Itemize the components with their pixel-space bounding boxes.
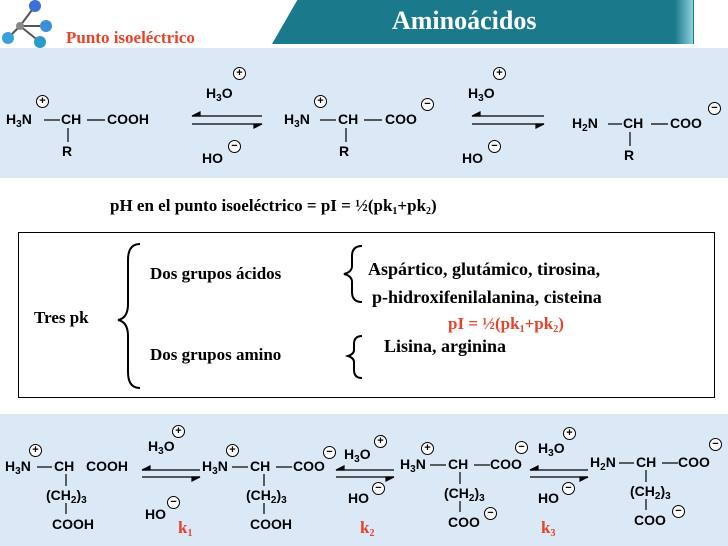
plus-charge-icon: + bbox=[374, 435, 387, 448]
lys-3-ch: CH bbox=[448, 456, 469, 472]
plus-charge-icon: + bbox=[563, 427, 576, 440]
amino-list: Lisina, arginina bbox=[384, 336, 507, 356]
minus-charge-icon: − bbox=[167, 496, 180, 509]
acid-list-line-1: Aspártico, glutámico, tirosina, bbox=[368, 259, 601, 279]
page-title: Aminoácidos bbox=[392, 6, 537, 35]
lys-2-amine: $H_3N$ bbox=[202, 458, 228, 477]
lys-4-coo: COO bbox=[678, 454, 710, 470]
minus-charge-icon: − bbox=[562, 482, 575, 495]
ho-label-5: HO bbox=[538, 490, 559, 506]
ho-label-2: HO bbox=[462, 150, 483, 166]
minus-charge-icon: − bbox=[709, 438, 722, 451]
dos-acidos-label: Dos grupos ácidos bbox=[150, 264, 282, 283]
h3o-label-4: $H_3O$ bbox=[344, 446, 371, 465]
tres-pk-label: Tres pk bbox=[34, 308, 89, 327]
h3o-label-3: $H_3O$ bbox=[148, 438, 175, 457]
h3o-label-2: $H_3O$ bbox=[468, 85, 495, 104]
lys-3-side-coo: COO bbox=[448, 514, 480, 530]
lys-2-ch: CH bbox=[250, 458, 271, 474]
lys-4-side-coo: COO bbox=[634, 512, 666, 528]
ho-label-3: HO bbox=[145, 506, 166, 522]
species-3-coo: COO bbox=[670, 115, 702, 131]
lys-1-side-cooh: COOH bbox=[52, 516, 94, 532]
lys-2-chain: $(CH_2)_3$ bbox=[246, 487, 287, 506]
minus-charge-icon: − bbox=[515, 441, 528, 454]
minus-charge-icon: − bbox=[372, 482, 385, 495]
minus-charge-icon: − bbox=[708, 102, 721, 115]
k3-label: $k_3$ bbox=[541, 518, 556, 539]
lys-4-ch: CH bbox=[636, 454, 657, 470]
minus-charge-icon: − bbox=[228, 140, 241, 153]
species-2-r: R bbox=[339, 143, 350, 159]
species-2-ch: CH bbox=[338, 111, 359, 127]
lys-3-amine: $H_3N$ bbox=[400, 456, 426, 475]
minus-charge-icon: − bbox=[484, 507, 497, 520]
plus-charge-icon: + bbox=[36, 95, 49, 108]
species-3-ch: CH bbox=[623, 115, 644, 131]
minus-charge-icon: − bbox=[323, 446, 336, 459]
isoelectric-formula: pH en el punto isoeléctrico = pI = $\frac{1}{2}(pk_1+pk_2)$ bbox=[104, 192, 584, 220]
plus-charge-icon: + bbox=[493, 67, 506, 80]
species-3-amine: $H_2N$ bbox=[572, 115, 598, 134]
lys-2-side-cooh: COOH bbox=[250, 516, 292, 532]
ho-label-1: HO bbox=[202, 150, 223, 166]
lys-4-amine: $H_2N$ bbox=[590, 454, 616, 473]
species-2-coo: COO bbox=[385, 111, 417, 127]
plus-charge-icon: + bbox=[226, 444, 239, 457]
lys-1-amine: $H_3N$ bbox=[5, 458, 31, 477]
lys-4-chain: $(CH_2)_3$ bbox=[630, 483, 671, 502]
lys-3-coo: COO bbox=[490, 456, 522, 472]
h3o-label-1: $H_3O$ bbox=[206, 85, 233, 104]
dos-amino-label: Dos grupos amino bbox=[150, 345, 282, 364]
k1-label: $k_1$ bbox=[178, 518, 193, 539]
pi-formula: pI = $\frac{1}{2}(pk_1+pk_2)$ bbox=[448, 314, 564, 335]
plus-charge-icon: + bbox=[29, 444, 42, 457]
species-1-amine: $H_3N$ bbox=[6, 111, 32, 130]
lys-1-ch: CH bbox=[54, 458, 75, 474]
h3o-label-5: $H_3O$ bbox=[538, 440, 565, 459]
minus-charge-icon: − bbox=[672, 505, 685, 518]
minus-charge-icon: − bbox=[421, 98, 434, 111]
plus-charge-icon: + bbox=[421, 442, 434, 455]
lys-1-chain: $(CH_2)_3$ bbox=[46, 487, 87, 506]
lys-1-cooh: COOH bbox=[86, 458, 128, 474]
ho-label-4: HO bbox=[348, 490, 369, 506]
species-1-r: R bbox=[62, 143, 73, 159]
minus-charge-icon: − bbox=[488, 140, 501, 153]
plus-charge-icon: + bbox=[314, 95, 327, 108]
lys-3-chain: $(CH_2)_3$ bbox=[444, 485, 485, 504]
plus-charge-icon: + bbox=[233, 67, 246, 80]
species-3-r: R bbox=[624, 147, 635, 163]
lys-2-coo: COO bbox=[293, 458, 325, 474]
k2-label: $k_2$ bbox=[360, 518, 375, 539]
acid-list-line-2: p-hidroxifenilalanina, cisteina bbox=[372, 287, 602, 307]
species-1-ch: CH bbox=[61, 111, 82, 127]
species-2-amine: $H_3N$ bbox=[284, 111, 310, 130]
three-pk-box bbox=[18, 232, 715, 398]
species-1-cooh: COOH bbox=[107, 111, 149, 127]
plus-charge-icon: + bbox=[172, 425, 185, 438]
subtitle: Punto isoeléctrico bbox=[66, 28, 195, 47]
